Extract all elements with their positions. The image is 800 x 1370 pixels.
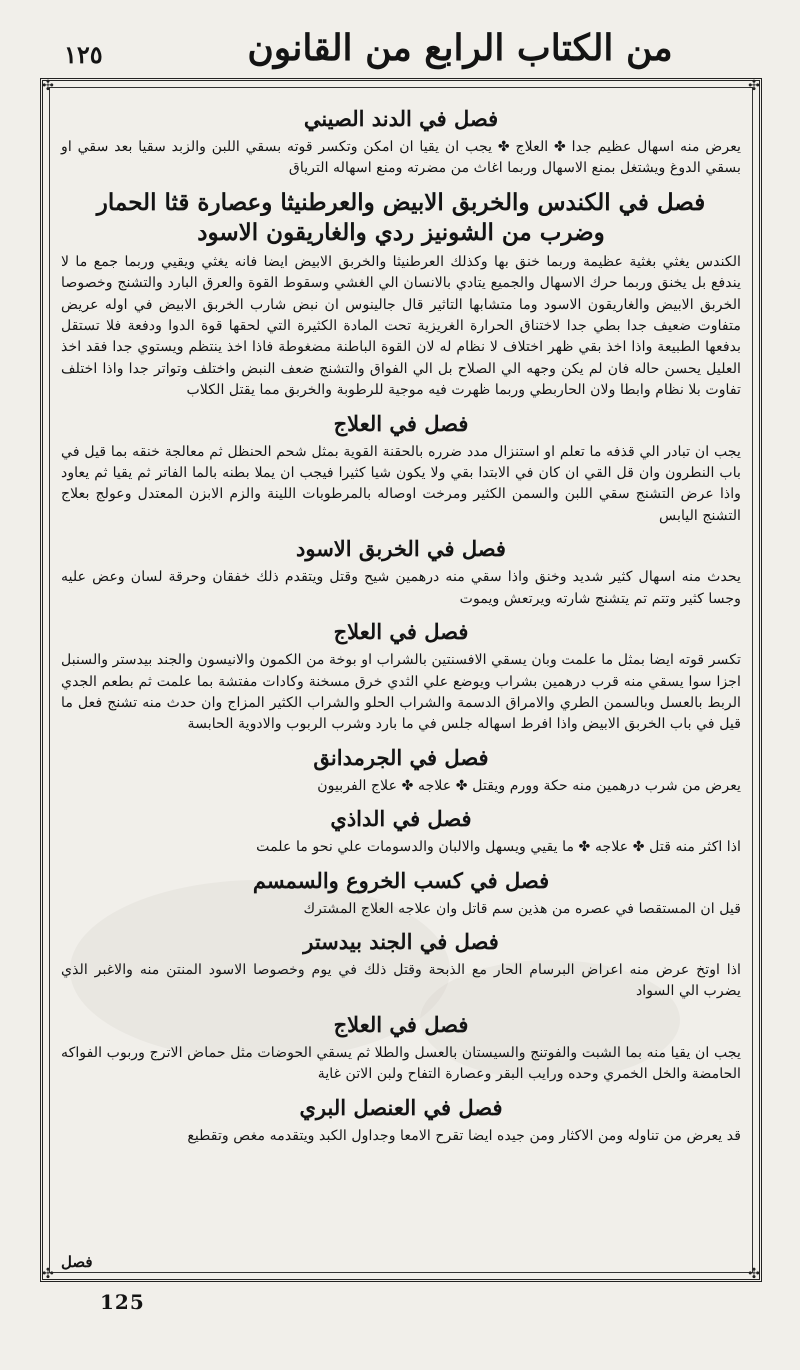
body-paragraph: اذا اوتخ عرض منه اعراض البرسام الحار مع الذبحة وقتل ذلك في يوم وخصوصا الاسود المنتن منه والاغبر الذي يضرب الي السواد (61, 961, 741, 1000)
running-title: من الكتاب الرابع من القانون (247, 27, 673, 69)
page-number-bottom: 125 (100, 1290, 145, 1314)
frame-corner-ornament: ✣ (748, 1266, 760, 1282)
section-heading: فصل في العلاج (333, 1011, 469, 1037)
section-heading: فصل في الكندس والخربق الابيض والعرطنيثا وعصارة قثا الحمار وضرب من الشونيز ردي والغاريقون الاسود (96, 188, 706, 246)
body-paragraph: يجب ان يقيا منه بما الشبت والفوتنج والسيستان بالعسل والطلا ثم يسقي الحوضات مثل حماض الاترج وربوب الفواكه الحامضة والخل الخمري وحده ورايب البقر وعصارة التفاح ولبن الاتن غاية (61, 1044, 741, 1083)
section-heading: فصل في الجند بيدستر (303, 928, 499, 954)
body-paragraph: يعرض منه اسهال عظيم جدا ✤ العلاج ✤ يجب ان يقيا ان امكن وتكسر قوته بسقي اللبن والزبد سقيا بعد سقي او بسقي الدوغ ويشتغل بمنع الاسهال وربما اغاث من مضرته ومنع اسهاله الترياق (61, 139, 741, 177)
body-paragraph: الكندس يغثي بغثية عظيمة وربما خنق بها وكذلك العرطنيثا والخربق الابيض ايضا فانه يغثي ويقيي وربما جمع ما لا يندفع بل يخنق وربما حرك الاسهال والجميع يتادي بالانسان الي الغشي وسقوط القوة والعرق البارد والتشنج وخصوصا الخربق الابيض والغاريقون الاسود وما متشابها التاثير قال جالينوس ان نبض شارب الخربق الابيض في اوله عريض متفاوت ضعيف جدا بطي جدا لاختناق الحرارة الغريزية تحت المادة الكثيرة التي لحقها قوة الدوا ودفعة فلا تستقل بدفعها الطبيعة واذا اخذ بقي ظهر اختلاف لا نظام له لان القوة الباطنة مضغوطة فاذا اخذ ينتظم ويستوي جدا فقد اخذ العليل يحسن حاله فان لم يكن وجهه الي الصلاح بل الي الفواق والتشنج ضعف النبض واختلف وتواتر جدا واذا اختلف تفاوت بلا نظام وابطا ولان الحاربطي وربما ظهرت فيه موجية للرطوبة والخربق مما يقتل الكلاب (61, 253, 741, 399)
frame-corner-ornament: ✣ (42, 1266, 54, 1282)
section-heading: فصل في الخربق الاسود (296, 536, 506, 562)
body-paragraph: يجب ان تبادر الي قذفه ما تعلم او استنزال مدد ضرره بالحقنة القوية بمثل شحم الحنظل ثم معالجة خنقه بما قيل في باب النطرون وان قل القي ان كان في الابتدا بقي ولا يكون شيا كثيرا فيجب ان يملا بطنه بالما الفاتر ثم يقيا ثم يعاود واذا عرض التشنج سقي اللبن والسمن الكثير ومرخت اوصاله بالمرطوبات اللينة والزم الابزن المعتدل وعولج بعلاج التشنج اليابس (61, 443, 741, 524)
section-heading: فصل في العنصل البري (299, 1094, 503, 1120)
main-text (61, 97, 741, 1239)
section-heading: فصل في الجرمدانق (313, 744, 489, 770)
section-heading: فصل في الداذي (330, 806, 472, 832)
body-paragraph: قيل ان المستقصا في عصره من هذين سم قاتل وان علاجه العلاج المشترك (303, 900, 741, 917)
body-paragraph: اذا اكثر منه قتل ✤ علاجه ✤ ما يقيي ويسهل والالبان والدسومات علي نحو ما علمت (256, 839, 741, 856)
frame-corner-ornament: ✣ (42, 78, 54, 94)
body-paragraph: يعرض من شرب درهمين منه حكة وورم ويقتل ✤ علاجه ✤ علاج الفربيون (317, 777, 741, 794)
section-heading: فصل في العلاج (333, 410, 469, 436)
catchword: فصل (61, 1253, 93, 1271)
body-paragraph: تكسر قوته ايضا بمثل ما علمت وبان يسقي الافسنتين بالشراب او بوخة من الكمون والانيسون والجند بيدستر والسنبل اجزا سوا يسقي منه قرب درهمين بشراب ويوضع علي الثدي خرق مسخنة وكادات مفتشة بما علمت ثم بطعم الجدي الربط بالعسل وبالسمن الطري والامراق الدسمة والشراب الحلو والشراب الكثير المزاج وان حدث منه تشنج فعل ما قيل في باب الخربق الابيض واذا افرط اسهاله جلس في ما بارد وشرب الربوب والادوية الحابسة (61, 652, 741, 733)
page-number-top: ١٢٥ (64, 40, 103, 69)
page-header (40, 18, 760, 78)
frame-corner-ornament: ✣ (748, 78, 760, 94)
section-heading: فصل في الدند الصيني (303, 106, 499, 131)
section-heading: فصل في العلاج (333, 619, 469, 645)
body-paragraph: قد يعرض من تناوله ومن الاكثار ومن جيده ايضا تقرح الامعا وجداول الكبد ويتقدمه مغص وتقطيع (187, 1127, 741, 1144)
section-heading: فصل في كسب الخروع والسمسم (252, 867, 550, 893)
body-paragraph: يحدث منه اسهال كثير شديد وخنق واذا سقي منه درهمين شيح وقتل ويتقدم ذلك خفقان وحرقة لسان وعض عليه وجسا كثير وتتم تم يتشنج شارته ويرتعش ويموت (61, 569, 741, 607)
text-frame (40, 78, 762, 1282)
